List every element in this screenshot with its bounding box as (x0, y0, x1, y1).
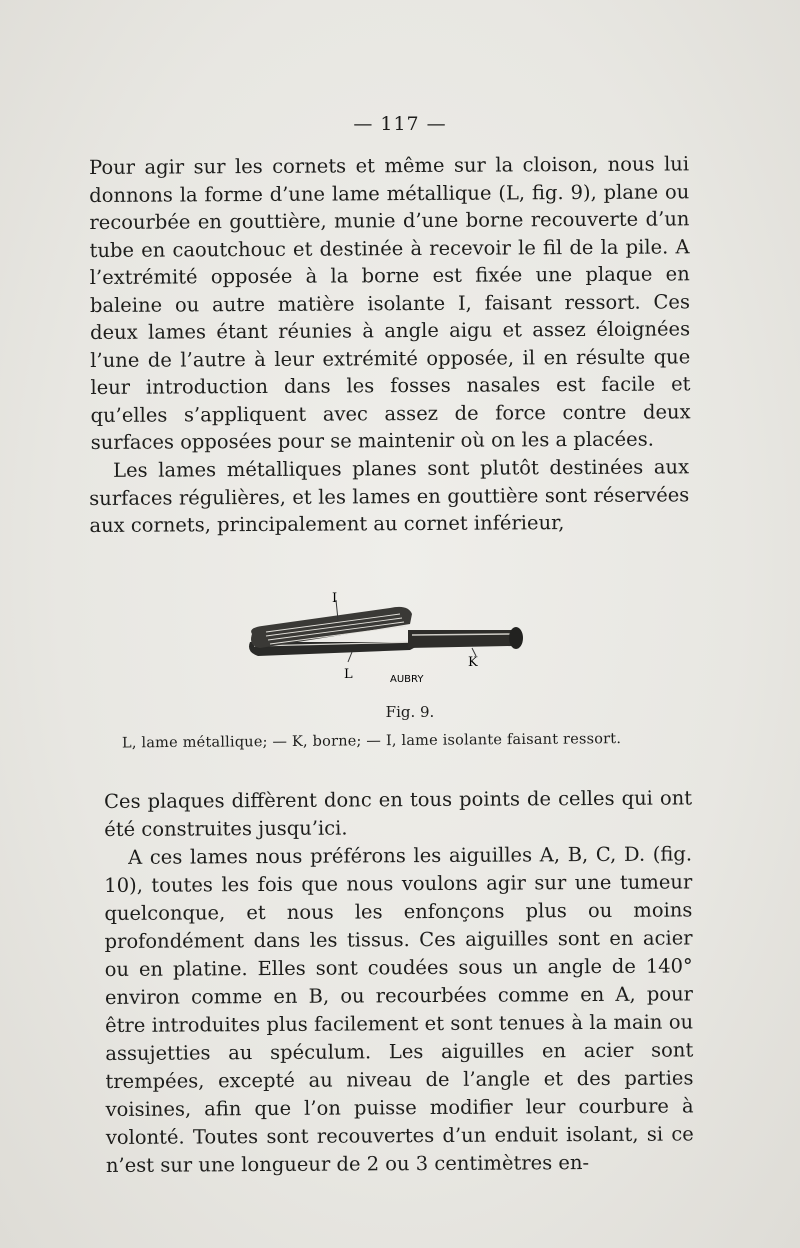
figure-label-K: K (468, 655, 478, 670)
terminal-tube-shape (408, 630, 512, 648)
figure-title: Fig. 9. (385, 703, 435, 721)
figure-label-I: I (332, 591, 338, 606)
terminal-knob-shape (509, 627, 523, 649)
figure-caption: L, lame métallique; — K, borne; — I, lame isolante faisant ressort. (121, 731, 622, 752)
figure-9-illustration (240, 590, 540, 690)
page-number: — 117 — (353, 113, 447, 135)
paragraph-4: A ces lames nous préférons les aiguilles A, B, C, D. (fig. 10), toutes les fois que nous voulons agir sur une tumeur quelconque, et nous les enfonçons plus ou moins profondément dans les tissus. Ces aiguilles sont en acier ou en platine. Elles sont coudées sous un angle de 140° environ comme en B, ou recourbées comme en A, pour être introduites plus facilement et sont tenues à la main ou assujetties au spéculum. Les aiguilles en acier sont trempées, excepté au niveau de l’angle et des parties voisines, afin que l’on puisse modifier leur courbure à volonté. Toutes sont recouvertes d’un enduit isolant, si ce n’est sur une longueur de 2 ou 3 centimètres en- (104, 842, 694, 1177)
text-block-top (89, 154, 689, 539)
electrode-drawing (240, 590, 540, 690)
text-block-bottom (104, 788, 692, 1180)
paragraph-1: Pour agir sur les cornets et même sur la cloison, nous lui donnons la forme d’une lame métallique (L, fig. 9), plane ou recourbée en gouttière, munie d’une borne recouverte d’un tube en caoutchouc et destinée à recevoir le fil de la pile. A l’extrémité opposée à la borne est fixée une plaque en baleine ou autre matière isolante I, faisant ressort. Ces deux lames étant réunies à angle aigu et assez éloignées l’une de l’autre à leur extrémité opposée, il en résulte que leur introduction dans les fosses nasales est facile et qu’elles s’appliquent avec assez de force contre deux surfaces opposées pour se maintenir où on les a placées. (89, 152, 691, 454)
paragraph-2: Les lames métalliques planes sont plutôt destinées aux surfaces régulières, et les lames en gouttière sont réservées aux cornets, principalement au cornet inférieur, (89, 454, 690, 537)
figure-label-L: L (344, 667, 353, 682)
maker-mark: AUBRY (390, 674, 424, 685)
paragraph-3: Ces plaques diffèrent donc en tous points de celles qui ont été construites jusqu’ici. (104, 786, 693, 841)
